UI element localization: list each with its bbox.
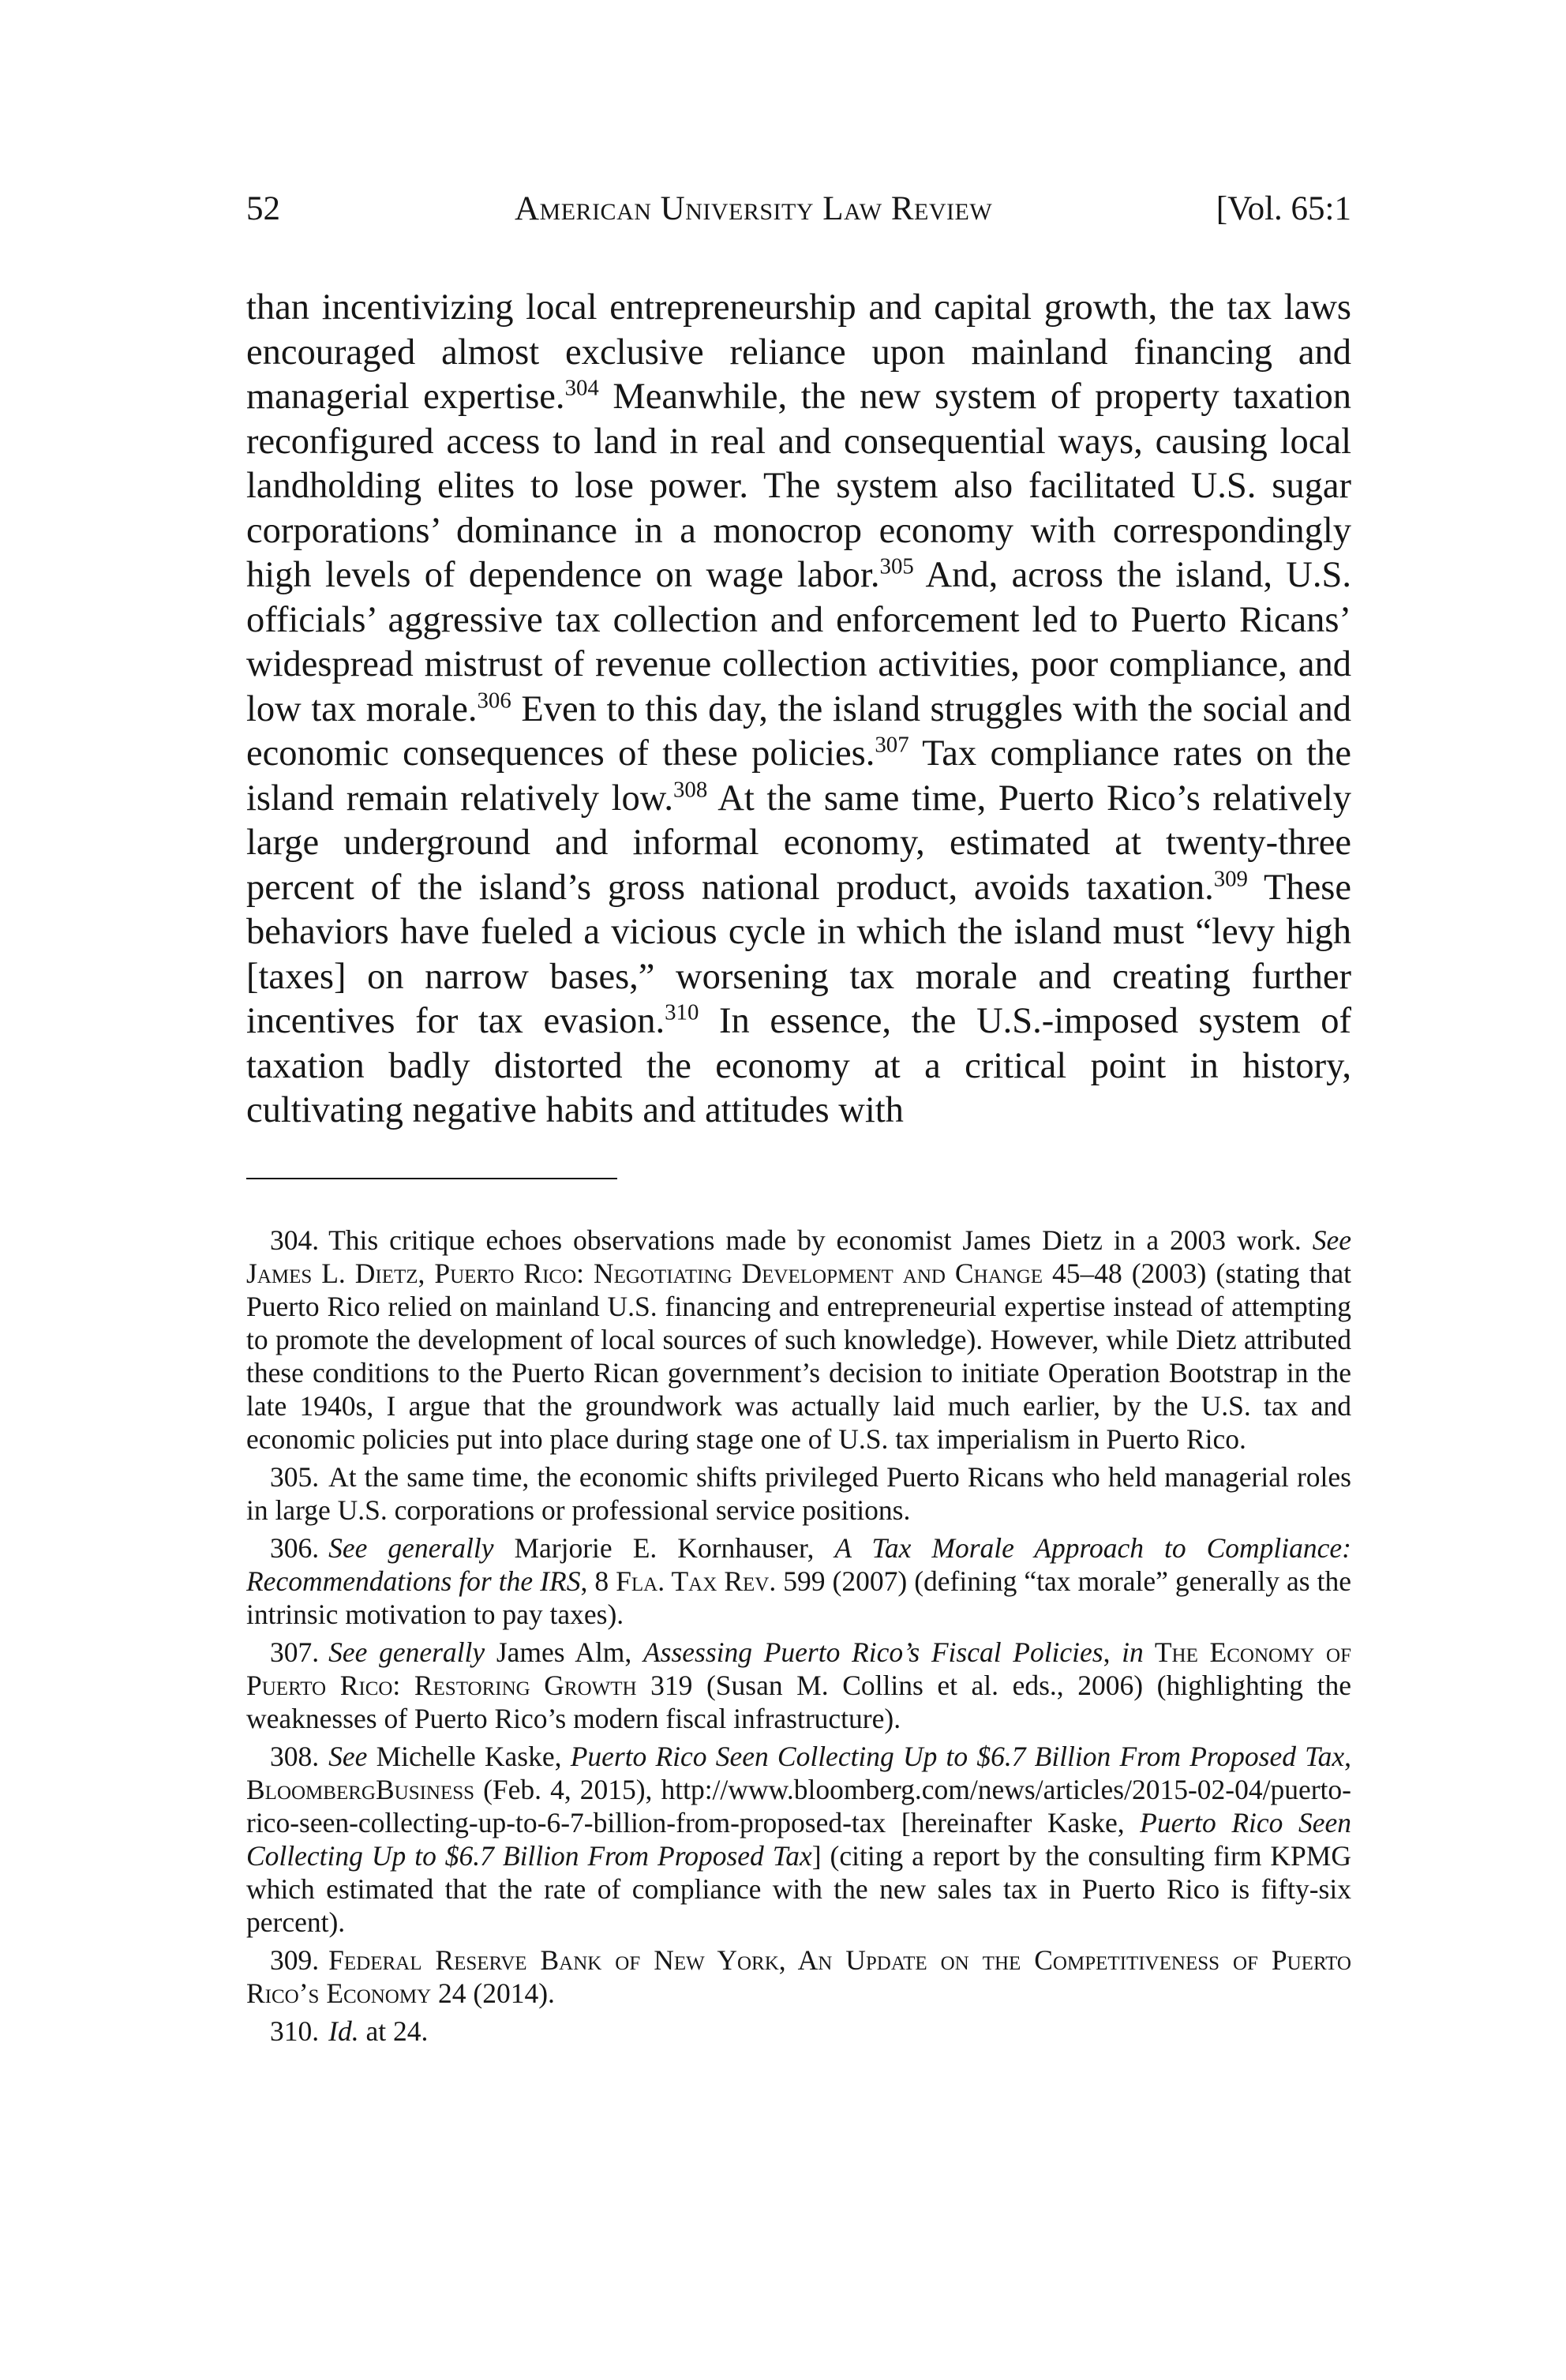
page [246,182,1351,2052]
body-sentence: Tax compliance rates on the island remain relatively low. [246,733,1351,819]
footnote-text: at 24. [358,2015,429,2047]
footnote-text: 45–48 (2003) (stating that Puerto Rico relied on mainland U.S. financing and entrepreneurial expertise instead of attempting to promote the development of local sources of such knowledge). However, while Dietz attributed these conditions to the Puerto Rican government’s decision to initiate Operation Bootstrap in the late 1940s, I argue that the groundwork was actually laid much earlier, by the U.S. tax and economic policies put into place during stage one of U.S. tax imperialism in Puerto Rico. [246,1257,1351,1455]
footnote-306 [246,1531,1351,1631]
citation-source: BloombergBusiness [246,1773,475,1805]
footnote-text: James Alm, [485,1636,643,1668]
footnote-310 [246,2015,1351,2048]
body-sentence: Meanwhile, the new system of property taxation reconfigured access to land in real and consequential ways, causing local landholding elites to lose power. The system also facilitated U.S. sugar corporations’ dominance in a monocrop economy with correspondingly high levels of dependence on wage labor. [246,377,1351,595]
citation-signal: See generally [328,1531,494,1564]
body-sentence: Even to this day, the island struggles with the social and economic consequences of these policies. [246,688,1351,774]
footnote-ref[interactable]: 309 [1213,866,1248,891]
citation-url[interactable]: http://www.bloomberg.com/news/articles/2015-02-04/puerto-rico-seen-collecting-up-to-6-7-billion-from-proposed-tax [246,1773,1351,1838]
footnote-309 [246,1943,1351,2010]
page-number: 52 [246,190,280,227]
footnote-number: 305. [270,1460,320,1493]
footnote-ref[interactable]: 305 [879,553,914,579]
footnote-number: 304. [270,1224,320,1256]
body-paragraph [246,286,1351,1134]
citation-signal: See [1312,1224,1351,1256]
footnote-text: 599 (2007) (defining “tax morale” generally as the intrinsic motivation to pay taxes). [246,1565,1351,1630]
footnote-text: , [1103,1636,1122,1668]
body-sentence: These behaviors have fueled a vicious cycle in which the island must “levy high [taxes] on narrow bases,” worsening tax morale and creating further incentives for tax evasion. [246,867,1351,1041]
main-text [246,286,1351,1134]
footnote-number: 307. [270,1636,320,1668]
journal-title: American University Law Review [515,190,993,227]
footnote-text: At the same time, the economic shifts privileged Puerto Ricans who held managerial roles in large U.S. corporations or professional service positions. [246,1460,1351,1526]
footnote-number: 306. [270,1531,320,1564]
running-header [246,182,1351,237]
citation-title: A Tax Morale Approach to Compliance: Recommendations for the IRS [246,1531,1351,1597]
footnote-text: , 8 [580,1565,616,1597]
footnote-number: 308. [270,1740,320,1772]
footnote-text: This critique echoes observations made by economist James Dietz in a 2003 work. [328,1224,1313,1256]
body-sentence: than incentivizing local entrepreneurship and capital growth, the tax laws encouraged almost exclusive reliance upon mainland financing and managerial expertise. [246,287,1351,417]
body-sentence: And, across the island, U.S. officials’ aggressive tax collection and enforcement led to Puerto Ricans’ widespread mistrust of revenue collection activities, poor compliance, and low tax morale. [246,555,1351,729]
footnote-308 [246,1740,1351,1939]
citation-title: Puerto Rico Seen Collecting Up to $6.7 Billion From Proposed Tax [246,1806,1351,1872]
citation-signal: See generally [328,1636,485,1668]
footnote-ref[interactable]: 304 [564,375,599,401]
footnote-text: , [1344,1740,1351,1772]
citation-title: Assessing Puerto Rico’s Fiscal Policies [643,1636,1103,1668]
citation-title: Puerto Rico Seen Collecting Up to $6.7 Billion From Proposed Tax [570,1740,1345,1772]
footnote-ref[interactable]: 310 [665,999,699,1025]
body-sentence: At the same time, Puerto Rico’s relatively large underground and informal economy, estimated at twenty-three percent of the island’s gross national product, avoids taxation. [246,778,1351,908]
citation-source: James L. Dietz, Puerto Rico: Negotiating Development and Change [246,1257,1043,1289]
footnote-text: (Feb. 4, 2015), [474,1773,661,1805]
footnote-304 [246,1224,1351,1456]
footnote-text: Michelle Kaske, [367,1740,571,1772]
footnote-text: 24 (2014). [431,1977,555,2009]
citation-source: The Economy of Puerto Rico: Restoring Growth [246,1636,1351,1701]
footnote-ref[interactable]: 306 [477,688,511,713]
footnote-ref[interactable]: 307 [875,732,909,758]
footnote-text: Marjorie E. Kornhauser, [493,1531,835,1564]
footnote-number: 310. [270,2015,320,2047]
footnote-number: 309. [270,1943,320,1976]
footnote-307 [246,1636,1351,1735]
citation-signal: Id. [328,2015,359,2047]
citation-signal: See [328,1740,368,1772]
footnote-text: ] (citing a report by the consulting firm KPMG which estimated that the rate of compliance with the new sales tax in Puerto Rico is fifty-six percent). [246,1839,1351,1938]
body-sentence: In essence, the U.S.-imposed system of taxation badly distorted the economy at a critical point in history, cultivating negative habits and attitudes with [246,1001,1351,1130]
footnote-text: 319 (Susan M. Collins et al. eds., 2006) (highlighting the weaknesses of Puerto Rico’s modern fiscal infrastructure). [246,1669,1351,1734]
citation-signal: in [1122,1636,1144,1668]
citation-source: Fla. Tax Rev. [616,1565,777,1597]
footnote-ref[interactable]: 308 [672,777,708,802]
volume-label: [Vol. 65:1 [1216,190,1351,227]
footnote-divider [246,1178,617,1179]
citation-source: Federal Reserve Bank of New York, An Update on the Competitiveness of Puerto Rico’s Economy [246,1943,1351,2009]
footnote-text: [hereinafter Kaske, [886,1806,1141,1838]
footnotes-section [246,1224,1351,2048]
footnote-305 [246,1460,1351,1527]
